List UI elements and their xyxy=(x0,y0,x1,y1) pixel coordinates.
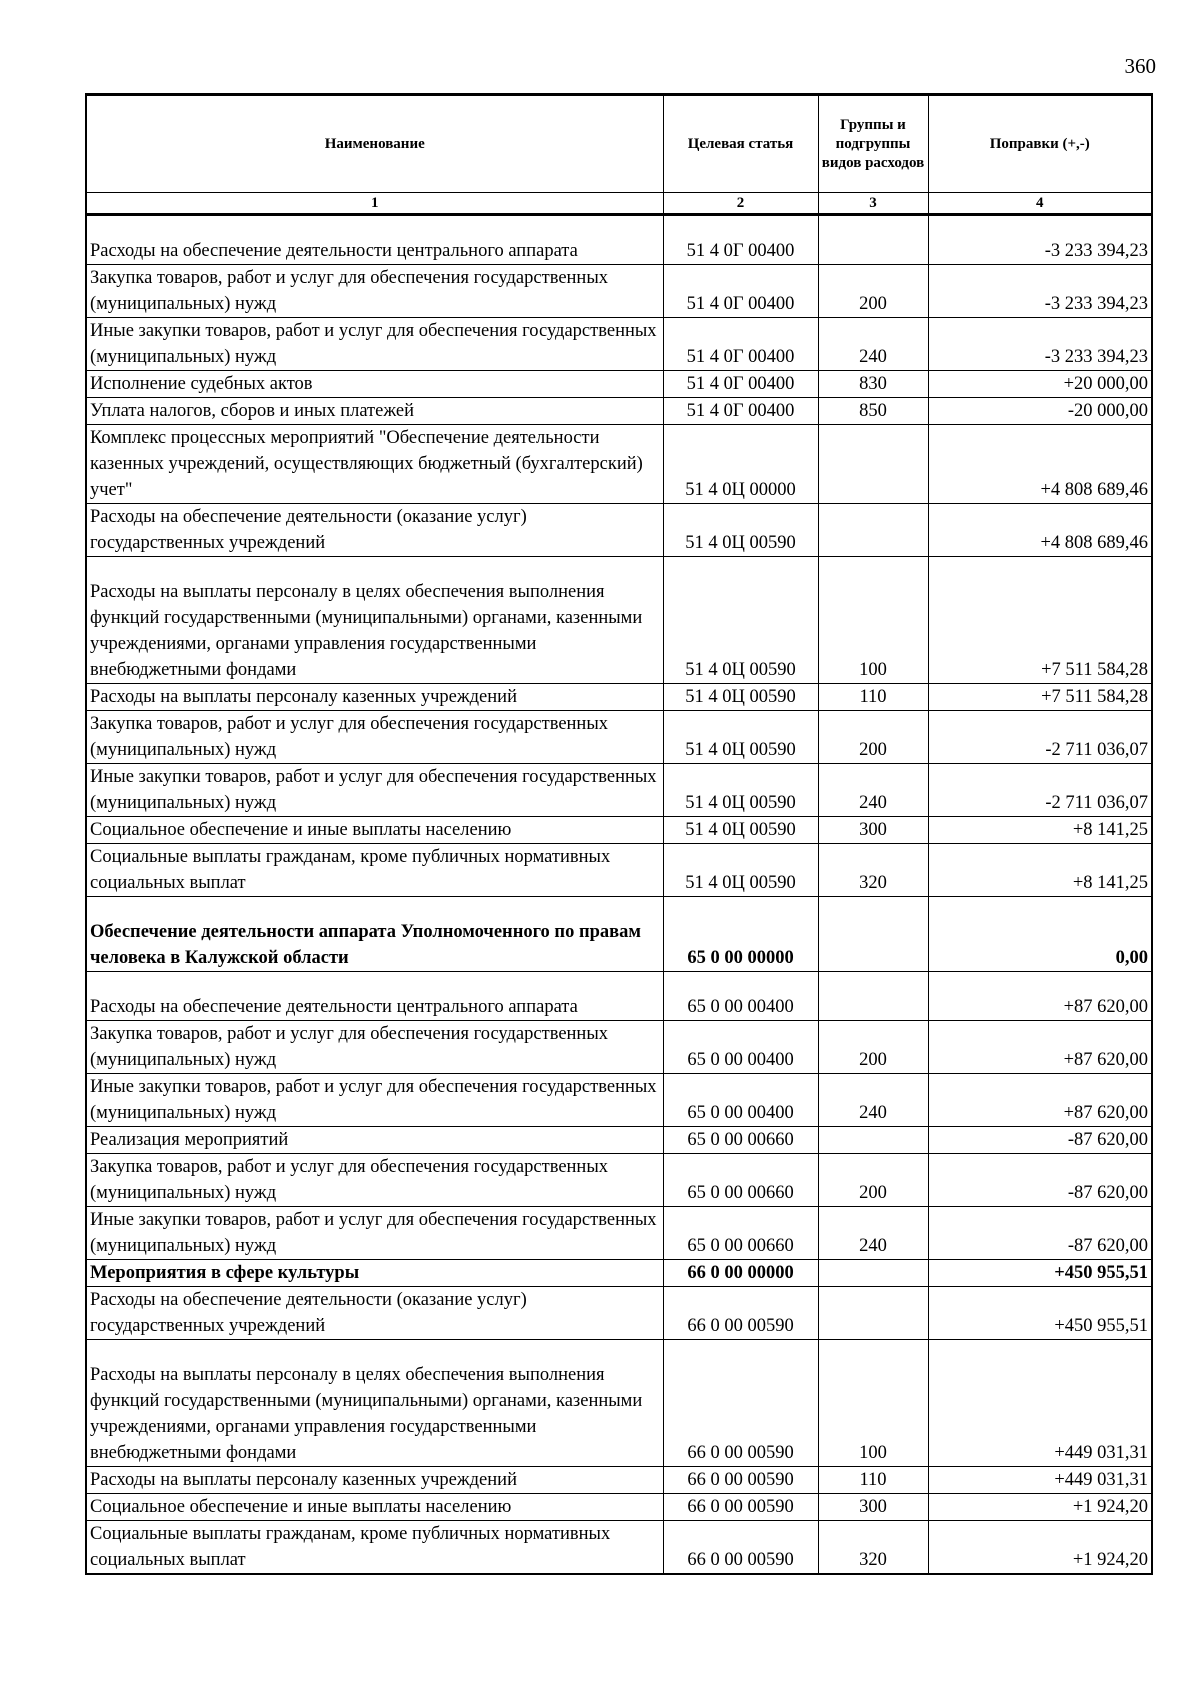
row-target-article: 51 4 0Г 00400 xyxy=(663,265,818,318)
row-expense-group: 100 xyxy=(818,557,928,684)
row-name: Расходы на обеспечение деятельности (оказание услуг) государственных учреждений xyxy=(86,1287,663,1340)
table-row xyxy=(86,398,1152,425)
table-row xyxy=(86,711,1152,764)
column-number-3: 3 xyxy=(818,193,928,215)
row-amendment-amount: +8 141,25 xyxy=(928,817,1152,844)
row-name: Закупка товаров, работ и услуг для обеспечения государственных (муниципальных) нужд xyxy=(86,1154,663,1207)
row-target-article: 65 0 00 00400 xyxy=(663,1074,818,1127)
row-name: Иные закупки товаров, работ и услуг для обеспечения государственных (муниципальных) нужд xyxy=(86,1074,663,1127)
row-expense-group: 320 xyxy=(818,844,928,897)
row-amendment-amount: +449 031,31 xyxy=(928,1340,1152,1467)
table-row xyxy=(86,684,1152,711)
row-target-article: 51 4 0Ц 00590 xyxy=(663,711,818,764)
row-target-article: 66 0 00 00590 xyxy=(663,1287,818,1340)
row-expense-group: 110 xyxy=(818,684,928,711)
row-amendment-amount: +450 955,51 xyxy=(928,1287,1152,1340)
row-amendment-amount: +7 511 584,28 xyxy=(928,684,1152,711)
row-target-article: 65 0 00 00000 xyxy=(663,897,818,972)
row-target-article: 65 0 00 00660 xyxy=(663,1154,818,1207)
header-expense-groups: Группы и подгруппы видов расходов xyxy=(818,95,928,193)
row-name: Уплата налогов, сборов и иных платежей xyxy=(86,398,663,425)
row-target-article: 51 4 0Г 00400 xyxy=(663,371,818,398)
row-name: Расходы на выплаты персоналу в целях обеспечения выполнения функций государственными (муниципальными) органами, казенными учреждениями, органами управления государственными внебюджетными фондами xyxy=(86,1340,663,1467)
row-name: Закупка товаров, работ и услуг для обеспечения государственных (муниципальных) нужд xyxy=(86,1021,663,1074)
row-expense-group: 200 xyxy=(818,1021,928,1074)
column-number-4: 4 xyxy=(928,193,1152,215)
row-name: Социальное обеспечение и иные выплаты населению xyxy=(86,817,663,844)
row-expense-group xyxy=(818,1127,928,1154)
row-expense-group xyxy=(818,972,928,1021)
row-name: Комплекс процессных мероприятий "Обеспечение деятельности казенных учреждений, осуществляющих бюджетный (бухгалтерский) учет" xyxy=(86,425,663,504)
row-expense-group: 850 xyxy=(818,398,928,425)
row-expense-group xyxy=(818,504,928,557)
row-name: Социальные выплаты гражданам, кроме публичных нормативных социальных выплат xyxy=(86,844,663,897)
row-expense-group xyxy=(818,897,928,972)
row-target-article: 51 4 0Ц 00590 xyxy=(663,764,818,817)
row-expense-group xyxy=(818,215,928,265)
table-row xyxy=(86,215,1152,265)
row-name: Расходы на обеспечение деятельности центрального аппарата xyxy=(86,972,663,1021)
table-row xyxy=(86,504,1152,557)
table-row xyxy=(86,817,1152,844)
row-target-article: 66 0 00 00590 xyxy=(663,1494,818,1521)
table-row xyxy=(86,1287,1152,1340)
table-row xyxy=(86,371,1152,398)
row-target-article: 66 0 00 00000 xyxy=(663,1260,818,1287)
row-amendment-amount: -2 711 036,07 xyxy=(928,764,1152,817)
table-row xyxy=(86,1494,1152,1521)
row-target-article: 66 0 00 00590 xyxy=(663,1340,818,1467)
page-number: 360 xyxy=(1124,54,1156,78)
row-amendment-amount: -20 000,00 xyxy=(928,398,1152,425)
row-amendment-amount: +1 924,20 xyxy=(928,1521,1152,1575)
row-name: Мероприятия в сфере культуры xyxy=(86,1260,663,1287)
header-amendments: Поправки (+,-) xyxy=(928,95,1152,193)
row-target-article: 51 4 0Г 00400 xyxy=(663,215,818,265)
row-name: Расходы на выплаты персоналу казенных учреждений xyxy=(86,1467,663,1494)
row-expense-group: 240 xyxy=(818,1207,928,1260)
row-target-article: 51 4 0Ц 00590 xyxy=(663,557,818,684)
row-amendment-amount: -2 711 036,07 xyxy=(928,711,1152,764)
table-row xyxy=(86,425,1152,504)
row-target-article: 65 0 00 00660 xyxy=(663,1127,818,1154)
table-row xyxy=(86,318,1152,371)
row-target-article: 66 0 00 00590 xyxy=(663,1467,818,1494)
column-number-2: 2 xyxy=(663,193,818,215)
row-target-article: 51 4 0Ц 00590 xyxy=(663,504,818,557)
row-expense-group xyxy=(818,425,928,504)
row-expense-group: 110 xyxy=(818,1467,928,1494)
row-expense-group: 240 xyxy=(818,764,928,817)
table-row xyxy=(86,1021,1152,1074)
row-target-article: 51 4 0Г 00400 xyxy=(663,398,818,425)
row-name: Расходы на выплаты персоналу казенных учреждений xyxy=(86,684,663,711)
row-name: Социальные выплаты гражданам, кроме публичных нормативных социальных выплат xyxy=(86,1521,663,1575)
row-target-article: 51 4 0Ц 00000 xyxy=(663,425,818,504)
row-amendment-amount: +20 000,00 xyxy=(928,371,1152,398)
row-expense-group: 240 xyxy=(818,318,928,371)
row-amendment-amount: -87 620,00 xyxy=(928,1154,1152,1207)
row-expense-group: 200 xyxy=(818,711,928,764)
row-amendment-amount: -3 233 394,23 xyxy=(928,265,1152,318)
budget-amendments-table xyxy=(85,93,1153,1575)
row-expense-group: 320 xyxy=(818,1521,928,1575)
header-target-article: Целевая статья xyxy=(663,95,818,193)
row-name: Социальное обеспечение и иные выплаты населению xyxy=(86,1494,663,1521)
table-header-row xyxy=(86,95,1152,193)
table-row xyxy=(86,844,1152,897)
table-row xyxy=(86,557,1152,684)
table-row xyxy=(86,1154,1152,1207)
table-row xyxy=(86,1074,1152,1127)
table-row xyxy=(86,897,1152,972)
row-expense-group: 100 xyxy=(818,1340,928,1467)
row-amendment-amount: -3 233 394,23 xyxy=(928,318,1152,371)
row-target-article: 65 0 00 00400 xyxy=(663,972,818,1021)
row-amendment-amount: +4 808 689,46 xyxy=(928,425,1152,504)
row-expense-group: 830 xyxy=(818,371,928,398)
row-amendment-amount: -87 620,00 xyxy=(928,1207,1152,1260)
row-expense-group xyxy=(818,1260,928,1287)
table-row xyxy=(86,972,1152,1021)
column-number-1: 1 xyxy=(86,193,663,215)
row-name: Расходы на обеспечение деятельности центрального аппарата xyxy=(86,215,663,265)
table-row xyxy=(86,1521,1152,1575)
row-target-article: 51 4 0Ц 00590 xyxy=(663,817,818,844)
row-amendment-amount: +87 620,00 xyxy=(928,1074,1152,1127)
row-name: Расходы на выплаты персоналу в целях обеспечения выполнения функций государственными (муниципальными) органами, казенными учреждениями, органами управления государственными внебюджетными фондами xyxy=(86,557,663,684)
row-target-article: 65 0 00 00400 xyxy=(663,1021,818,1074)
row-expense-group: 300 xyxy=(818,817,928,844)
row-target-article: 65 0 00 00660 xyxy=(663,1207,818,1260)
row-amendment-amount: -3 233 394,23 xyxy=(928,215,1152,265)
table-row xyxy=(86,1467,1152,1494)
row-amendment-amount: +87 620,00 xyxy=(928,972,1152,1021)
table-column-numbers-row xyxy=(86,193,1152,215)
row-amendment-amount: +1 924,20 xyxy=(928,1494,1152,1521)
row-expense-group xyxy=(818,1287,928,1340)
row-name: Иные закупки товаров, работ и услуг для обеспечения государственных (муниципальных) нужд xyxy=(86,764,663,817)
row-name: Исполнение судебных актов xyxy=(86,371,663,398)
row-amendment-amount: +7 511 584,28 xyxy=(928,557,1152,684)
row-name: Иные закупки товаров, работ и услуг для обеспечения государственных (муниципальных) нужд xyxy=(86,1207,663,1260)
row-target-article: 51 4 0Ц 00590 xyxy=(663,844,818,897)
row-amendment-amount: +87 620,00 xyxy=(928,1021,1152,1074)
row-target-article: 51 4 0Г 00400 xyxy=(663,318,818,371)
row-name: Расходы на обеспечение деятельности (оказание услуг) государственных учреждений xyxy=(86,504,663,557)
row-amendment-amount: 0,00 xyxy=(928,897,1152,972)
row-amendment-amount: -87 620,00 xyxy=(928,1127,1152,1154)
header-name: Наименование xyxy=(86,95,663,193)
row-target-article: 66 0 00 00590 xyxy=(663,1521,818,1575)
row-name: Обеспечение деятельности аппарата Уполномоченного по правам человека в Калужской области xyxy=(86,897,663,972)
table-row xyxy=(86,1260,1152,1287)
row-amendment-amount: +8 141,25 xyxy=(928,844,1152,897)
row-expense-group: 200 xyxy=(818,1154,928,1207)
row-target-article: 51 4 0Ц 00590 xyxy=(663,684,818,711)
table-body xyxy=(86,215,1152,1575)
row-amendment-amount: +4 808 689,46 xyxy=(928,504,1152,557)
table-row xyxy=(86,1207,1152,1260)
table-row xyxy=(86,1127,1152,1154)
row-expense-group: 240 xyxy=(818,1074,928,1127)
row-amendment-amount: +449 031,31 xyxy=(928,1467,1152,1494)
row-name: Реализация мероприятий xyxy=(86,1127,663,1154)
table-row xyxy=(86,265,1152,318)
table-row xyxy=(86,764,1152,817)
table-row xyxy=(86,1340,1152,1467)
row-expense-group: 200 xyxy=(818,265,928,318)
row-expense-group: 300 xyxy=(818,1494,928,1521)
row-amendment-amount: +450 955,51 xyxy=(928,1260,1152,1287)
row-name: Закупка товаров, работ и услуг для обеспечения государственных (муниципальных) нужд xyxy=(86,265,663,318)
row-name: Закупка товаров, работ и услуг для обеспечения государственных (муниципальных) нужд xyxy=(86,711,663,764)
row-name: Иные закупки товаров, работ и услуг для обеспечения государственных (муниципальных) нужд xyxy=(86,318,663,371)
